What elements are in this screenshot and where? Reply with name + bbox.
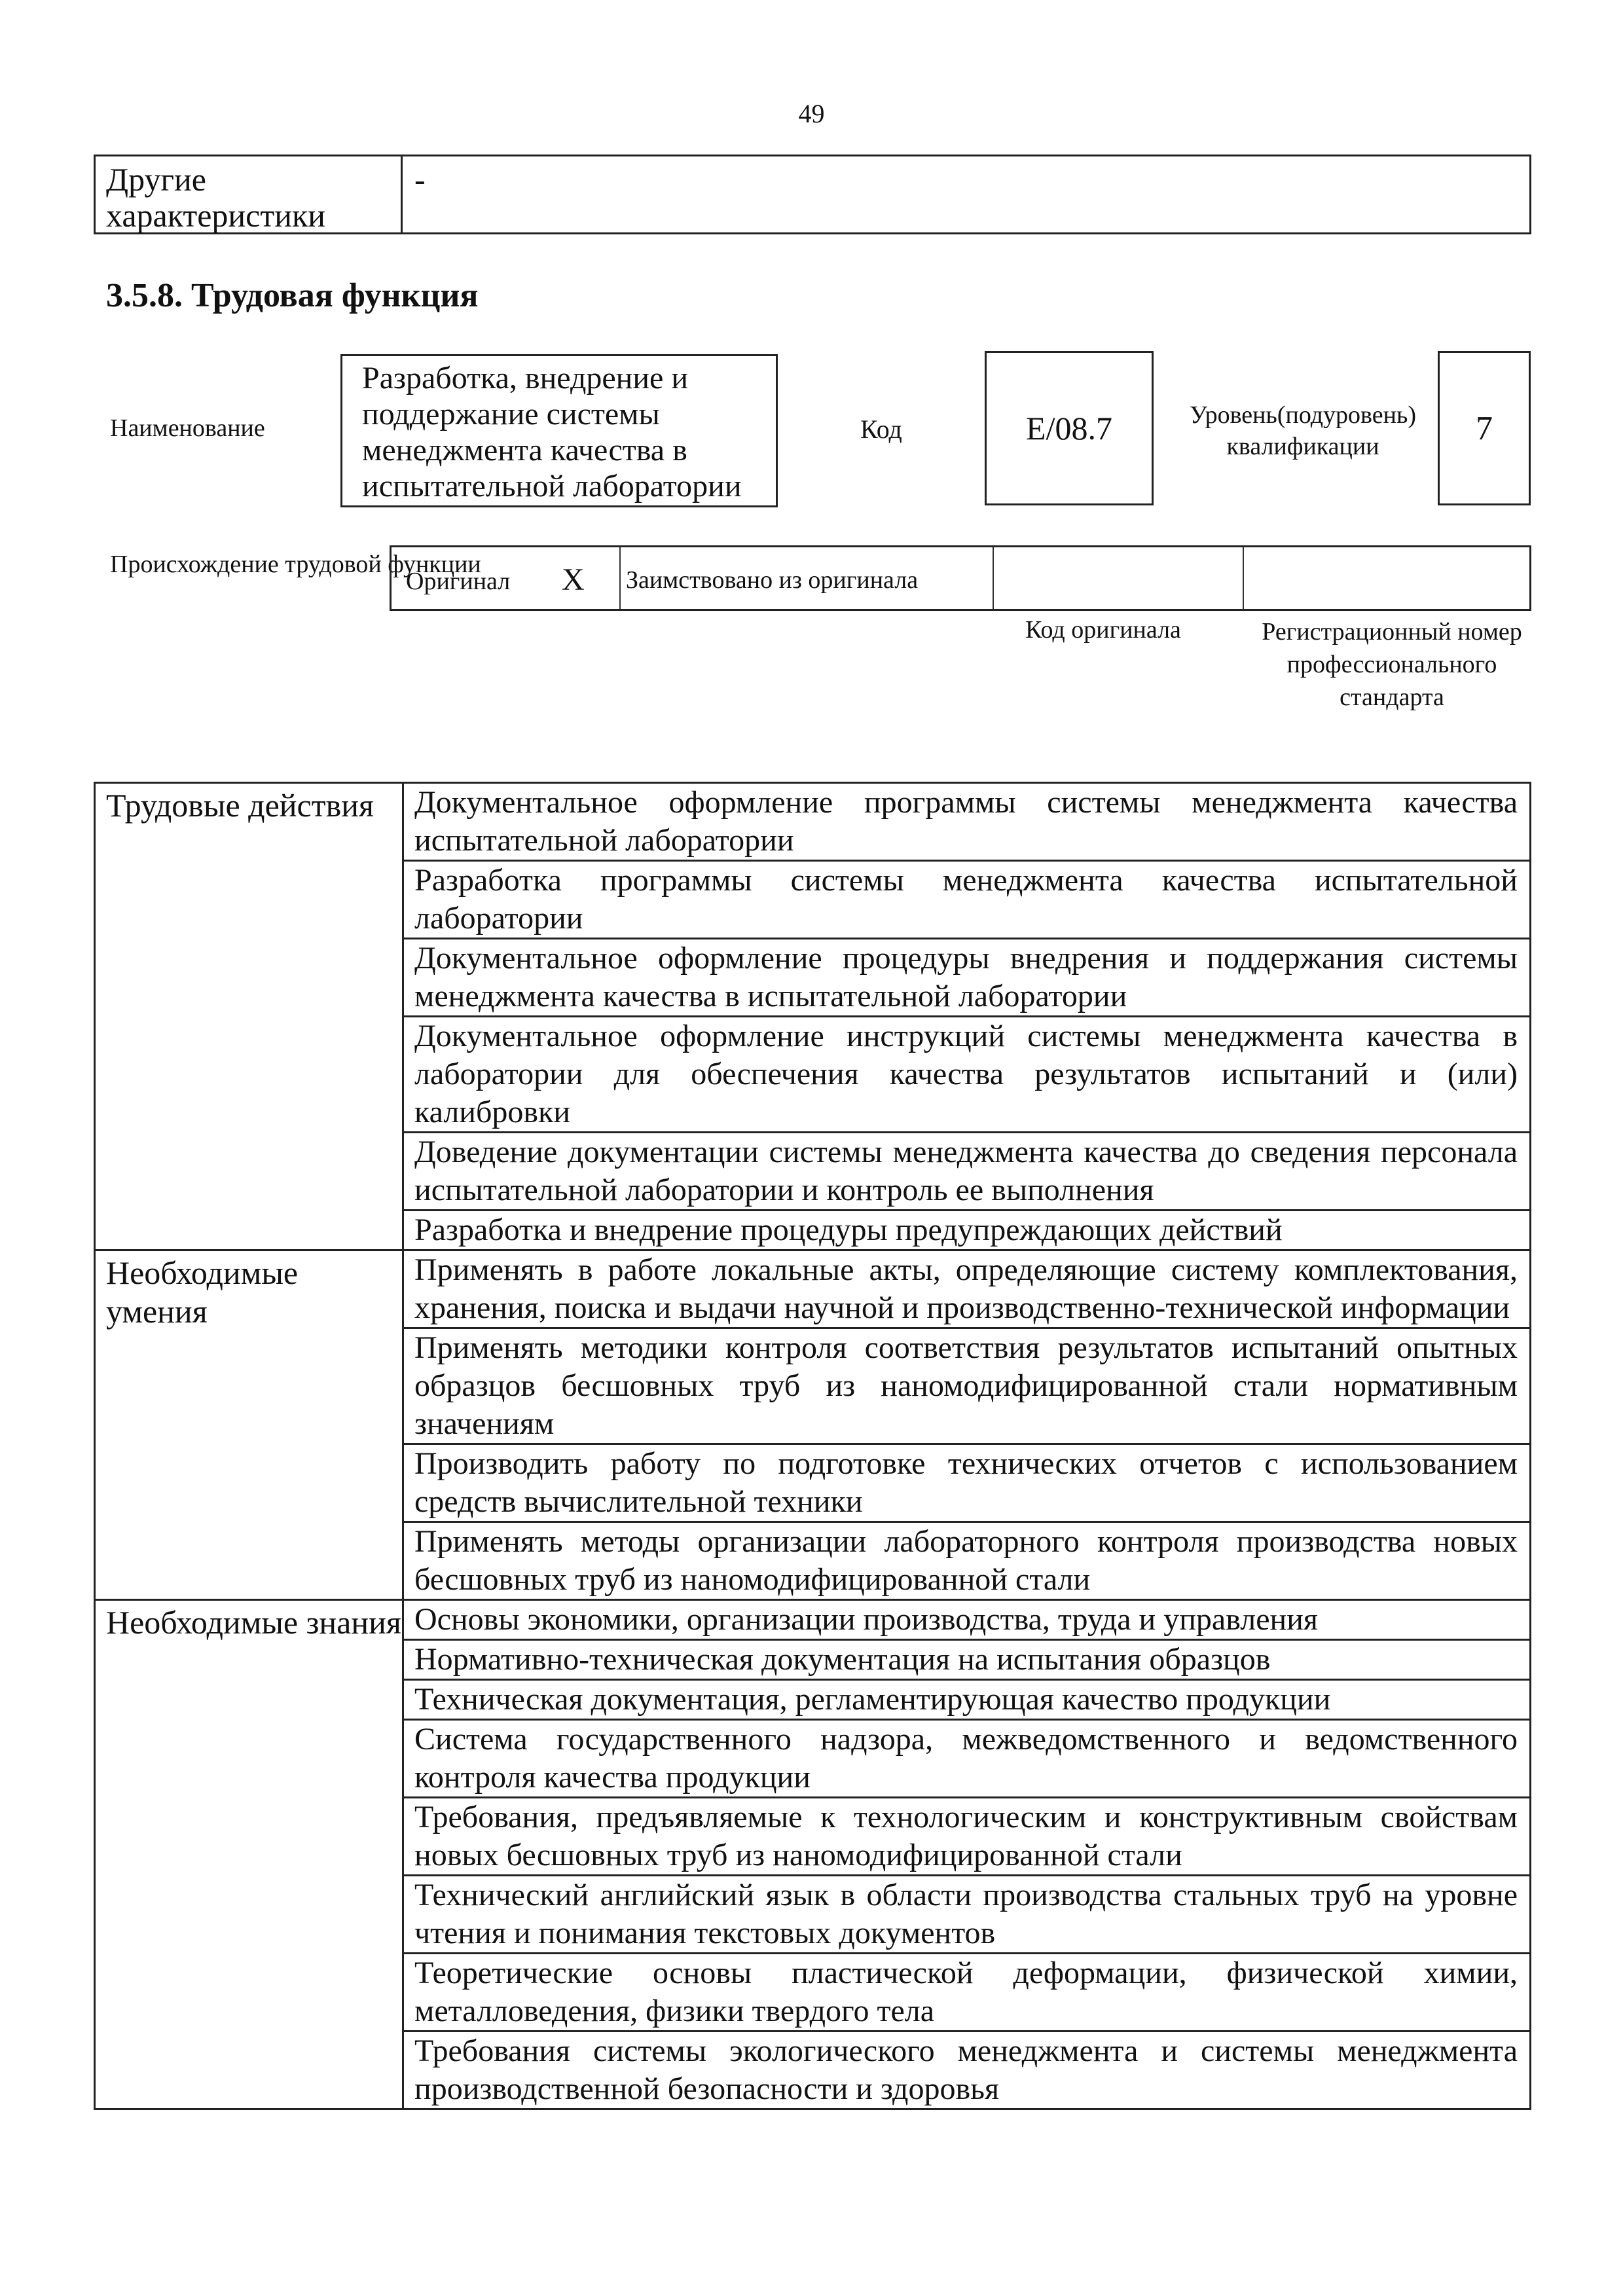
level-label: Уровень(подуровень) квалификации xyxy=(1190,401,1416,460)
level-value: 7 xyxy=(1438,351,1531,505)
table-row xyxy=(95,1250,1531,1328)
other-characteristics-table xyxy=(94,155,1531,234)
section-title: 3.5.8. Трудовая функция xyxy=(106,277,479,314)
skill-item: Применять методики контроля соответствия результатов испытаний опытных образцов бесшовных труб из наномодифицированной стали нормативным значениям xyxy=(403,1328,1531,1444)
knowledge-item: Система государственного надзора, межведомственного и ведомственного контроля качества продукции xyxy=(403,1720,1531,1798)
page-number: 49 xyxy=(798,99,825,128)
other-characteristics-label: Другие характеристики xyxy=(96,156,403,232)
table-row xyxy=(95,783,1531,861)
table-row xyxy=(95,1600,1531,1640)
knowledge-item: Требования, предъявляемые к технологическим и конструктивным свойствам новых бесшовных труб из наномодифицированной стали xyxy=(403,1798,1531,1876)
labor-action-item: Документальное оформление процедуры внедрения и поддержания системы менеджмента качества в испытательной лаборатории xyxy=(403,939,1531,1017)
labor-actions-label: Трудовые действия xyxy=(95,783,403,1250)
labor-action-item: Документальное оформление программы системы менеджмента качества испытательной лаборатории xyxy=(403,783,1531,861)
name-label: Наименование xyxy=(110,414,265,442)
reg-number-caption: Регистрационный номер профессионального стандарта xyxy=(1262,618,1522,711)
labor-action-item: Разработка программы системы менеджмента качества испытательной лаборатории xyxy=(403,861,1531,939)
code-original-caption: Код оригинала xyxy=(1025,616,1181,644)
skill-item: Применять методы организации лабораторного контроля производства новых бесшовных труб из наномодифицированной стали xyxy=(403,1522,1531,1600)
labor-action-item: Разработка и внедрение процедуры предупреждающих действий xyxy=(403,1211,1531,1250)
origin-borrowed: Заимствовано из оригинала xyxy=(626,566,919,594)
skill-item: Производить работу по подготовке технических отчетов с использованием средств вычислительной техники xyxy=(403,1444,1531,1522)
origin-box xyxy=(390,545,1531,611)
knowledge-item: Требования системы экологического менеджмента и системы менеджмента производственной безопасности и здоровья xyxy=(403,2032,1531,2109)
code-value: E/08.7 xyxy=(985,351,1154,505)
origin-separator xyxy=(619,547,621,609)
skills-label: Необходимые умения xyxy=(95,1250,403,1600)
name-value: Разработка, внедрение и поддержание системы менеджмента качества в испытательной лаборатории xyxy=(340,354,778,507)
labor-action-item: Доведение документации системы менеджмента качества до сведения персонала испытательной лаборатории и контроль ее выполнения xyxy=(403,1133,1531,1211)
origin-label: Происхождение трудовой функции xyxy=(110,551,481,578)
knowledge-item: Основы экономики, организации производства, труда и управления xyxy=(403,1600,1531,1640)
knowledge-item: Технический английский язык в области производства стальных труб на уровне чтения и понимания текстовых документов xyxy=(403,1876,1531,1954)
origin-original: Оригинал xyxy=(406,568,511,595)
code-label: Код xyxy=(860,414,902,444)
knowledge-label: Необходимые знания xyxy=(95,1600,403,2109)
knowledge-item: Техническая документация, регламентирующая качество продукции xyxy=(403,1680,1531,1720)
labor-action-item: Документальное оформление инструкций системы менеджмента качества в лаборатории для обеспечения качества результатов испытаний и (или) калибровки xyxy=(403,1017,1531,1133)
origin-mark: X xyxy=(562,562,585,597)
knowledge-item: Нормативно-техническая документация на испытания образцов xyxy=(403,1640,1531,1680)
origin-separator xyxy=(1243,547,1244,609)
knowledge-item: Теоретические основы пластической деформации, физической химии, металловедения, физики твердого тела xyxy=(403,1954,1531,2032)
skill-item: Применять в работе локальные акты, определяющие систему комплектования, хранения, поиска и выдачи научной и производственно-технической информации xyxy=(403,1250,1531,1328)
origin-separator xyxy=(993,547,994,609)
labor-function-table xyxy=(94,782,1531,2110)
other-characteristics-value: - xyxy=(414,161,426,198)
